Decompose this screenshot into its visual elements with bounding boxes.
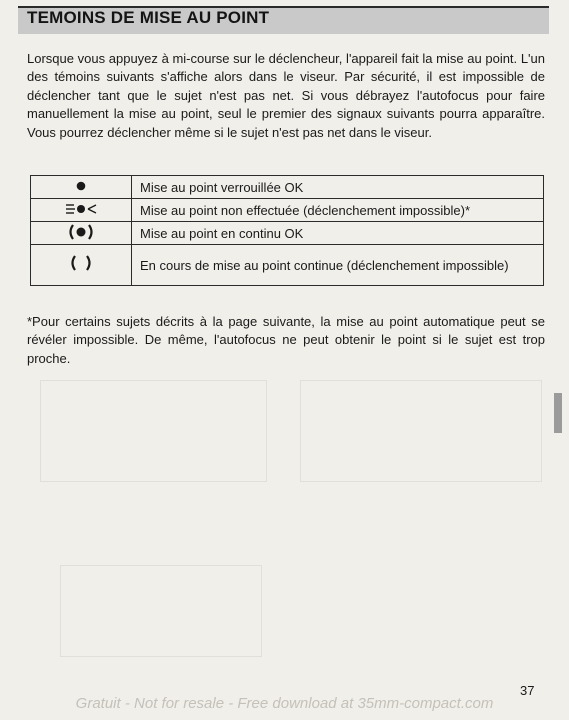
bleed-through-panel-bottom [60,565,262,657]
focus-signal-table [30,175,544,286]
dot-icon [66,178,96,194]
table-row [31,245,544,286]
signal-description: Mise au point verrouillée OK [132,176,544,199]
section-title: TEMOINS DE MISE AU POINT [27,8,270,27]
bleed-through-panel-left [40,380,267,482]
intro-paragraph: Lorsque vous appuyez à mi-course sur le déclencheur, l'appareil fait la mise au point. L'un des témoins suivants s'affiche alors dans le viseur. Par sécurité, il est impossible de déclencher tant que le sujet n'est pas net. Si vous débrayez l'autofocus pour faire manuellement la mise au point, seul le premier des signaux suivants pourra apparaître. Vous pourrez déclencher même si le sujet n'est pas net dans le viseur. [27,51,545,140]
symbol-cell [31,176,132,199]
signal-description: En cours de mise au point continue (déclenchement impossible) [132,245,544,286]
table-row [31,176,544,199]
watermark-text: Gratuit - Not for resale - Free download at 35mm-compact.com [75,695,494,712]
symbol-cell [31,199,132,222]
table-row [31,199,544,222]
signal-description: Mise au point en continu OK [132,222,544,245]
table-row [31,222,544,245]
page-edge-tab [554,393,562,433]
footnote-paragraph: *Pour certains sujets décrits à la page suivante, la mise au point automatique peut se révéler impossible. De même, l'autofocus ne peut obtenir le point si le sujet est trop proche. [27,314,545,366]
page-number: 37 [520,683,535,698]
arrows-dot-icon [63,201,99,217]
signal-description: Mise au point non effectuée (déclenchement impossible)* [132,199,544,222]
bleed-through-panel-right [300,380,542,482]
symbol-cell [31,245,132,286]
brackets-dot-icon [65,223,97,241]
symbol-cell [31,222,132,245]
brackets-icon [65,254,97,272]
